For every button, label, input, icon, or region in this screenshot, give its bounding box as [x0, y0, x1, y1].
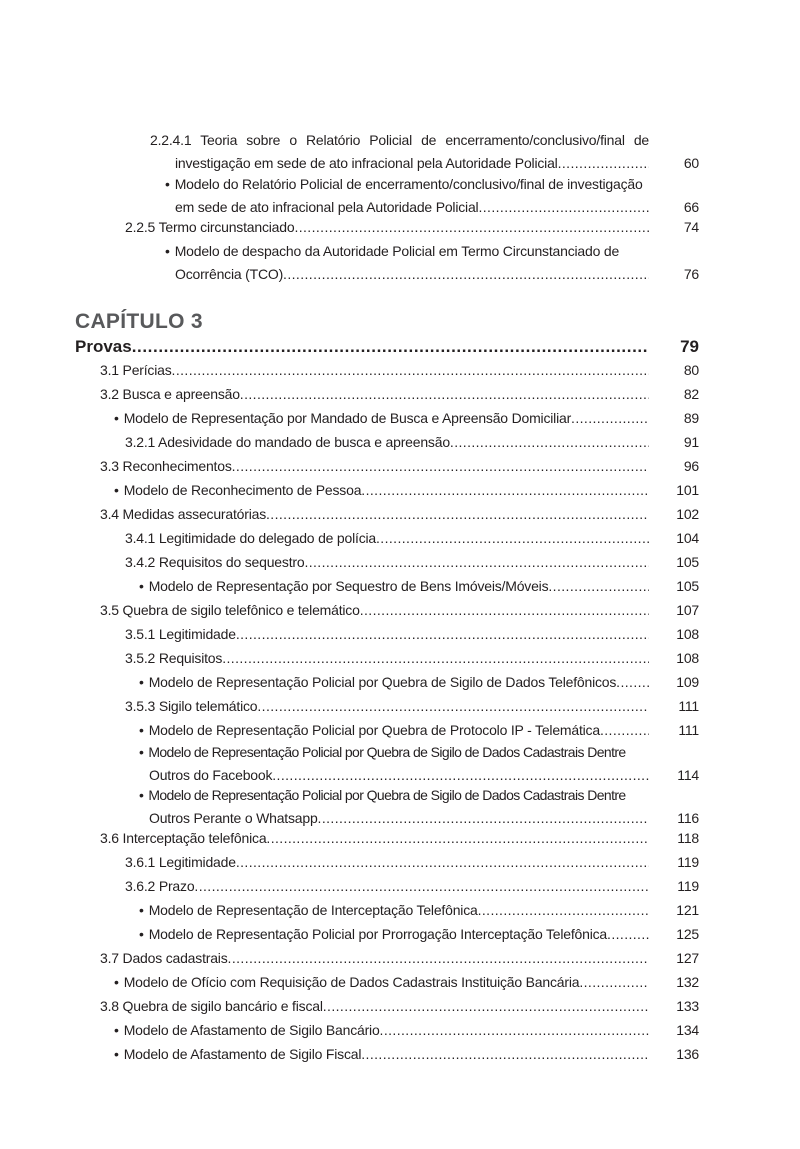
page-number: 116 [677, 810, 699, 826]
page-number: 108 [676, 650, 699, 666]
toc-entry-text: 3.6.2 Prazo [125, 878, 195, 894]
page-number: 89 [683, 410, 699, 426]
toc-entry[interactable] [125, 875, 699, 898]
page-number: 109 [676, 674, 699, 690]
page-number: 125 [676, 926, 699, 942]
page-number: 76 [683, 266, 699, 282]
page-number: 127 [676, 950, 699, 966]
toc-entry-text-cont: Outros do Facebook [149, 767, 273, 783]
page-number: 108 [676, 626, 699, 642]
page-number: 107 [676, 602, 699, 618]
toc-entry[interactable] [100, 947, 699, 970]
page-number: 132 [676, 974, 699, 990]
toc-entry[interactable] [139, 899, 699, 922]
page-number: 82 [683, 386, 699, 402]
toc-entry[interactable] [125, 527, 699, 550]
toc-entry-text: 3.6 Interceptação telefônica [100, 830, 267, 846]
page-number: 101 [676, 482, 699, 498]
toc-entry[interactable] [114, 971, 699, 994]
chapter-title: Provas [75, 337, 132, 356]
page-number: 79 [680, 337, 699, 356]
toc-entry[interactable] [165, 173, 699, 219]
toc-entry-text: 3.2 Busca e apreensão [100, 386, 240, 402]
page-number: 105 [676, 578, 699, 594]
toc-entry-text: 3.1 Perícias [100, 362, 172, 378]
toc-entry-text: • Modelo de Reconhecimento de Pessoa [114, 482, 362, 498]
page-number: 66 [683, 199, 699, 215]
toc-entry-text: 3.5 Quebra de sigilo telefônico e telemático [100, 602, 360, 618]
page-number: 136 [676, 1046, 699, 1062]
page-number: 119 [677, 878, 699, 894]
toc-entry-text: 3.6.1 Legitimidade [125, 854, 236, 870]
toc-entry-text: 2.2.5 Termo circunstanciado [125, 219, 295, 235]
page-number: 119 [677, 854, 699, 870]
toc-entry-text: • Modelo do Relatório Policial de encerramento/conclusivo/final de investigação [165, 176, 643, 192]
page-number: 105 [676, 554, 699, 570]
toc-entry[interactable] [139, 923, 699, 946]
toc-entry[interactable] [125, 431, 699, 454]
toc-entry-text-cont: Outros Perante o Whatsapp [149, 810, 318, 826]
toc-entry-text: • Modelo de despacho da Autoridade Policial em Termo Circunstanciado de [165, 243, 620, 259]
page-number: 133 [676, 998, 699, 1014]
toc-entry-text: • Modelo de Representação Policial por Prorrogação Interceptação Telefônica [139, 926, 608, 942]
toc-entry-text: • Modelo de Afastamento de Sigilo Bancário [114, 1022, 380, 1038]
toc-entry[interactable] [114, 479, 699, 502]
page-number: 74 [683, 219, 699, 235]
toc-entry-text: 3.2.1 Adesividade do mandado de busca e apreensão [125, 434, 450, 450]
page-number: 111 [678, 722, 699, 738]
toc-entry[interactable] [125, 623, 699, 646]
toc-entry-text: • Modelo de Representação por Mandado de Busca e Apreensão Domiciliar [114, 410, 572, 426]
toc-entry[interactable] [100, 995, 699, 1018]
toc-entry[interactable] [114, 1019, 699, 1042]
page-number: 80 [683, 362, 699, 378]
toc-entry-text-cont: Ocorrência (TCO) [175, 266, 284, 282]
toc-entry-text: 3.8 Quebra de sigilo bancário e fiscal [100, 998, 323, 1014]
page-number: 102 [676, 506, 699, 522]
toc-entry-text: • Modelo de Representação Policial por Quebra de Protocolo IP - Telemática [139, 722, 600, 738]
toc-entry-text: 3.5.1 Legitimidade [125, 626, 236, 642]
toc-entry[interactable] [100, 383, 699, 406]
toc-entry-text: • Modelo de Representação Policial por Quebra de Sigilo de Dados Cadastrais Dentre [139, 744, 626, 760]
toc-entry[interactable] [125, 851, 699, 874]
toc-entry[interactable] [100, 827, 699, 850]
page-number: 91 [683, 434, 699, 450]
toc-entry[interactable] [139, 741, 699, 787]
toc-entry[interactable] [114, 407, 699, 430]
toc-entry[interactable] [100, 503, 699, 526]
chapter-title-entry[interactable] [75, 335, 699, 359]
page-number: 114 [677, 767, 699, 783]
toc-entry[interactable] [139, 784, 699, 830]
toc-entry-text: • Modelo de Ofício com Requisição de Dados Cadastrais Instituição Bancária [114, 974, 580, 990]
toc-entry[interactable] [125, 695, 699, 718]
toc-entry-text: • Modelo de Afastamento de Sigilo Fiscal [114, 1046, 362, 1062]
toc-entry-text: 3.5.2 Requisitos [125, 650, 223, 666]
toc-entry[interactable] [139, 719, 699, 742]
chapter-label: CAPÍTULO 3 [75, 310, 203, 333]
toc-entry-text-cont: em sede de ato infracional pela Autoridade Policial [175, 199, 479, 215]
toc-entry[interactable] [165, 240, 699, 286]
toc-entry-text: 3.4 Medidas assecuratórias [100, 506, 266, 522]
toc-entry[interactable] [100, 455, 699, 478]
page-number: 111 [678, 698, 699, 714]
page-number: 96 [683, 458, 699, 474]
toc-entry-text: • Modelo de Representação de Interceptação Telefônica [139, 902, 478, 918]
toc-entry-text: • Modelo de Representação Policial por Quebra de Sigilo de Dados Cadastrais Dentre [139, 787, 626, 803]
toc-entry[interactable] [125, 216, 699, 239]
toc-entry[interactable] [125, 647, 699, 670]
toc-entry-text: 3.4.1 Legitimidade do delegado de polícia [125, 530, 376, 546]
page-number: 134 [676, 1022, 699, 1038]
toc-entry-text: • Modelo de Representação por Sequestro de Bens Imóveis/Móveis [139, 578, 549, 594]
page-number: 60 [683, 155, 699, 171]
toc-entry-text: 3.7 Dados cadastrais [100, 950, 228, 966]
toc-entry-text: 3.5.3 Sigilo telemático [125, 698, 258, 714]
toc-entry[interactable] [114, 1043, 699, 1066]
toc-entry-text: 3.4.2 Requisitos do sequestro [125, 554, 305, 570]
page-number: 121 [676, 902, 699, 918]
toc-entry-text: • Modelo de Representação Policial por Quebra de Sigilo de Dados Telefônicos [139, 674, 617, 690]
toc-entry[interactable] [150, 129, 699, 175]
page-number: 118 [677, 830, 699, 846]
toc-entry[interactable] [100, 599, 699, 622]
toc-entry[interactable] [125, 551, 699, 574]
toc-entry-text-cont: investigação em sede de ato infracional pela Autoridade Policial [175, 155, 558, 171]
toc-entry-text: 3.3 Reconhecimentos [100, 458, 232, 474]
toc-entry[interactable] [100, 359, 699, 382]
page-number: 104 [676, 530, 699, 546]
toc-entry[interactable] [139, 575, 699, 598]
toc-entry[interactable] [139, 671, 699, 694]
toc-entry-text: 2.2.4.1 Teoria sobre o Relatório Policial de encerramento/conclusivo/final de [150, 132, 649, 148]
